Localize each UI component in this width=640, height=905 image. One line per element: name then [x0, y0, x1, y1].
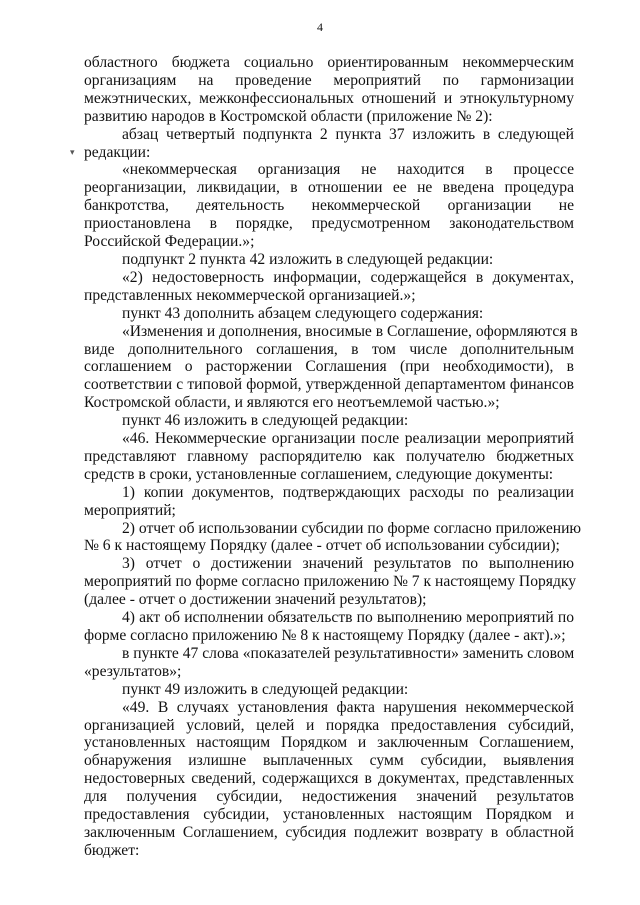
text-line: мероприятий по форме согласно приложению № 7 к настоящему Порядку: [84, 573, 577, 591]
text-line: 2) отчет об использовании субсидии по форме согласно приложению: [122, 519, 582, 537]
text-line: «46. Некоммерческие организации после реализации мероприятий: [122, 430, 574, 448]
text-line: средств в сроки, установленные соглашением, следующие документы:: [84, 465, 554, 483]
text-line: Российской Федерации.»;: [84, 233, 255, 251]
text-line: № 6 к настоящему Порядку (далее - отчет об использовании субсидии);: [84, 537, 560, 555]
text-line: 1) копии документов, подтверждающих расходы по реализации: [122, 483, 574, 501]
page-number: 4: [317, 20, 323, 34]
text-line: подпункт 2 пункта 42 изложить в следующей редакции:: [122, 250, 494, 268]
text-line: недостоверных сведений, содержащихся в документах, представленных: [84, 770, 574, 788]
text-line: (далее - отчет о достижении значений результатов);: [84, 591, 427, 609]
text-line: реорганизации, ликвидации, в отношении ее не введена процедура: [84, 179, 574, 197]
text-line: представляют главному распорядителю как получателю бюджетных: [84, 447, 574, 465]
text-line: заключенным Соглашением, субсидия подлежит возврату в областной: [84, 823, 574, 841]
text-line: «Изменения и дополнения, вносимые в Соглашение, оформляются в: [122, 322, 578, 340]
text-line: соглашением о расторжении Соглашения (при необходимости), в: [84, 358, 574, 376]
text-line: виде дополнительного соглашения, в том числе дополнительным: [84, 340, 574, 358]
text-line: приостановлена в порядке, предусмотренном законодательством: [84, 215, 574, 233]
text-line: областного бюджета социально ориентированным некоммерческим: [84, 54, 574, 71]
text-line: для получения субсидии, недостижения значений результатов: [84, 788, 574, 806]
text-line: предоставления субсидии, установленных настоящим Порядком и: [84, 806, 574, 824]
text-line: пункт 49 изложить в следующей редакции:: [122, 680, 409, 698]
text-line: 4) акт об исполнении обязательств по выполнению мероприятий по: [122, 609, 574, 627]
text-line: соответствии с типовой формой, утвержденной департаментом финансов: [84, 376, 574, 394]
margin-mark: ▾: [70, 147, 75, 157]
text-line: мероприятий;: [84, 501, 176, 519]
text-line: обнаружения излишне выплаченных сумм субсидии, выявления: [84, 752, 574, 770]
text-line: бюджет:: [84, 841, 140, 859]
text-line: «результатов»;: [84, 662, 182, 680]
text-line: «некоммерческая организация не находится в процессе: [122, 161, 574, 179]
text-line: в пункте 47 слова «показателей результативности» заменить словом: [122, 644, 575, 662]
document-body: [84, 54, 582, 860]
text-line: банкротства, деятельность некоммерческой организации не: [84, 197, 574, 215]
text-line: «49. В случаях установления факта нарушения некоммерческой: [122, 698, 574, 716]
text-line: Костромской области, и являются его неотъемлемой частью.»;: [84, 394, 500, 412]
text-line: организациям на проведение мероприятий по гармонизации: [84, 71, 574, 89]
text-line: организацией условий, целей и порядка предоставления субсидий,: [84, 716, 574, 734]
text-line: «2) недостоверность информации, содержащейся в документах,: [122, 268, 574, 286]
text-line: пункт 43 дополнить абзацем следующего содержания:: [122, 304, 484, 322]
text-line: представленных некоммерческой организацией.»;: [84, 286, 416, 304]
text-line: пункт 46 изложить в следующей редакции:: [122, 412, 409, 430]
text-line: форме согласно приложению № 8 к настоящему Порядку (далее - акт).»;: [84, 627, 566, 644]
text-line: развитию народов в Костромской области (приложение № 2):: [84, 107, 493, 125]
text-line: абзац четвертый подпункта 2 пункта 37 изложить в следующей: [122, 125, 574, 143]
text-line: редакции:: [84, 143, 151, 161]
text-line: установленных настоящим Порядком и заключенным Соглашением,: [84, 734, 574, 752]
text-line: 3) отчет о достижении значений результатов по выполнению: [122, 555, 574, 573]
text-line: межэтнических, межконфессиональных отношений и этнокультурному: [84, 89, 574, 107]
